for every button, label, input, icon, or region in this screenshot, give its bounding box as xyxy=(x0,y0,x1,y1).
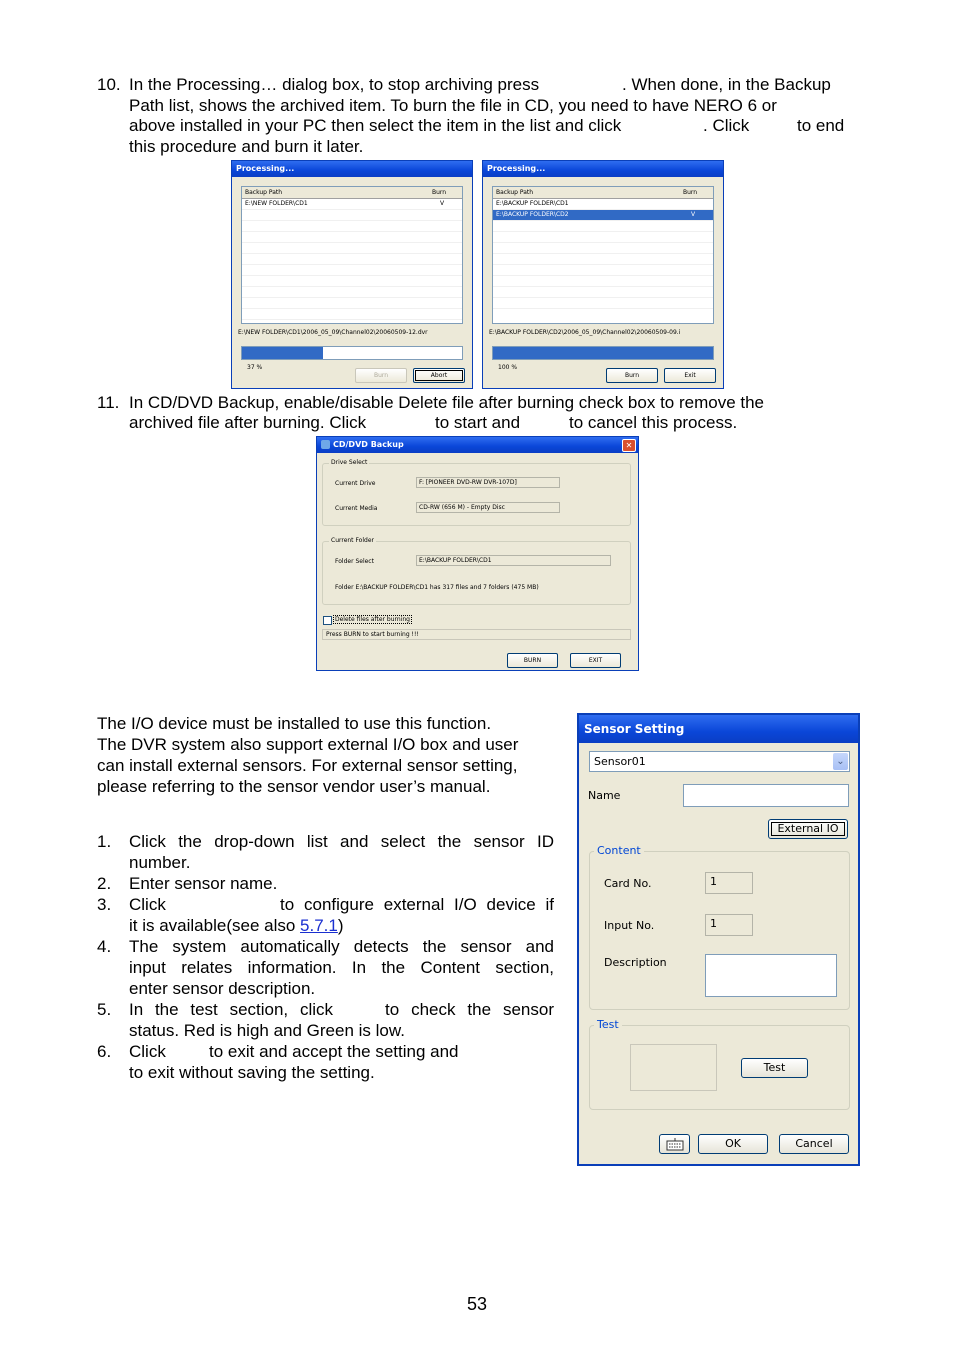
folder-select-field[interactable]: E:\BACKUP FOLDER\CD1 xyxy=(416,555,611,566)
group-label: Drive Select xyxy=(331,459,368,466)
step6-text-a: Click xyxy=(129,1042,166,1061)
intro-line-3: can install external sensors. For external sensor setting, xyxy=(97,756,518,775)
list-item xyxy=(493,232,713,243)
list-item xyxy=(493,243,713,254)
step10-text-1b: . When done, in the Backup xyxy=(622,75,831,94)
list-item xyxy=(493,298,713,309)
step11-text-2b: to start and xyxy=(435,413,521,432)
chevron-down-icon[interactable]: ⌄ xyxy=(833,753,848,770)
step10-text-3a: above installed in your PC then select the item in the list and click xyxy=(129,116,622,135)
column-header-burn[interactable]: Burn xyxy=(683,189,698,196)
name-input[interactable] xyxy=(683,784,849,807)
step2-text: Enter sensor name. xyxy=(129,874,278,893)
step-number: 11. xyxy=(97,393,120,412)
step10-text-2: Path list, shows the archived item. To burn the file in CD, you need to have NERO 6 or xyxy=(129,96,777,115)
status-bar xyxy=(322,629,631,640)
delete-after-burning-checkbox[interactable] xyxy=(323,616,332,625)
step3-text-b: to configure external I/O device if xyxy=(280,895,554,914)
burn-button[interactable]: Burn xyxy=(606,368,658,383)
cddvd-backup-dialog xyxy=(316,436,639,671)
status-text: Press BURN to start burning !!! xyxy=(326,631,419,638)
column-header-backup-path[interactable]: Backup Path xyxy=(245,189,283,196)
step6-text-b: to exit and accept the setting and xyxy=(209,1042,459,1061)
list-item xyxy=(242,254,462,265)
step4-text-b: input relates information. In the Content section, xyxy=(129,958,554,977)
step10-text-1a: In the Processing… dialog box, to stop archiving press xyxy=(129,75,540,94)
step1-text-a: Click the drop-down list and select the sensor ID xyxy=(129,832,554,851)
content-group xyxy=(589,844,850,1010)
burn-button[interactable]: BURN xyxy=(507,653,558,668)
list-item xyxy=(242,298,462,309)
step4-text-a: The system automatically detects the sensor and xyxy=(129,937,554,956)
step-number: 6. xyxy=(97,1042,112,1061)
step5-text-a: In the test section, click xyxy=(129,1000,333,1019)
list-item xyxy=(493,221,713,232)
current-file-path: E:\NEW FOLDER\CD1\2006_05_09\Channel02\20060509-12.dvr xyxy=(238,329,428,336)
current-file-path: E:\BACKUP FOLDER\CD2\2006_05_09\Channel02\20060509-09.i xyxy=(489,329,681,336)
step3-text-a: Click xyxy=(129,895,166,914)
step-number: 5. xyxy=(97,1000,112,1019)
list-item xyxy=(242,221,462,232)
step-number: 1. xyxy=(97,832,112,851)
list-item-selected[interactable] xyxy=(493,210,713,221)
current-folder-group xyxy=(322,537,631,605)
step11-text-2a: archived file after burning. Click xyxy=(129,413,367,432)
step4-text-c: enter sensor description. xyxy=(129,979,316,998)
app-icon xyxy=(321,440,330,449)
step-number: 4. xyxy=(97,937,112,956)
content-group-label: Content xyxy=(594,844,644,857)
list-item xyxy=(242,287,462,298)
burn-button[interactable]: Burn xyxy=(355,368,407,383)
progress-fill xyxy=(493,347,713,359)
intro-line-1: The I/O device must be installed to use this function. xyxy=(97,714,492,733)
list-item-burn: V xyxy=(440,200,445,207)
dialog-title: Processing... xyxy=(483,161,723,177)
step11-text-1: In CD/DVD Backup, enable/disable Delete file after burning check box to remove the xyxy=(129,393,765,412)
progress-percent: 100 % xyxy=(498,364,518,371)
card-no-field: 1 xyxy=(705,872,753,894)
step3-text-c-start: it is available(see also xyxy=(129,916,301,935)
input-no-field: 1 xyxy=(705,914,753,936)
abort-button[interactable]: Abort xyxy=(413,368,465,383)
dialog-title: CD/DVD Backup xyxy=(333,440,404,449)
processing-dialog-2 xyxy=(482,160,724,389)
description-label: Description xyxy=(604,956,667,969)
intro-line-4: please referring to the sensor vendor user’s manual. xyxy=(97,777,491,796)
sensor-setting-dialog xyxy=(577,713,860,1166)
exit-button[interactable]: Exit xyxy=(664,368,716,383)
list-item xyxy=(493,287,713,298)
list-item xyxy=(242,276,462,287)
close-icon[interactable]: ✕ xyxy=(622,439,636,452)
keyboard-icon xyxy=(666,1137,684,1151)
step3-text-c xyxy=(129,915,344,936)
folder-select-label: Folder Select xyxy=(335,558,374,565)
dialog-title: Sensor Setting xyxy=(579,715,858,743)
step3-text-c-end: ) xyxy=(337,916,344,935)
step10-text-3c: to end xyxy=(797,116,845,135)
step6-text-c: to exit without saving the setting. xyxy=(129,1063,375,1082)
test-group-label: Test xyxy=(594,1018,622,1031)
list-item xyxy=(493,265,713,276)
list-item-path: E:\BACKUP FOLDER\CD1 xyxy=(496,200,569,207)
exit-button[interactable]: EXIT xyxy=(570,653,621,668)
list-item xyxy=(242,309,462,320)
step-number: 3. xyxy=(97,895,112,914)
list-item xyxy=(242,232,462,243)
list-item xyxy=(242,210,462,221)
progress-bar xyxy=(492,346,714,360)
backup-path-list[interactable] xyxy=(241,186,463,324)
list-item xyxy=(493,276,713,287)
test-group xyxy=(589,1018,850,1110)
processing-dialog-1 xyxy=(231,160,473,389)
delete-after-burning-label[interactable]: Delete files after burning xyxy=(335,616,410,623)
folder-info-text: Folder E:\BACKUP FOLDER\CD1 has 317 files and 7 folders (475 MB) xyxy=(335,584,539,591)
column-header-burn[interactable]: Burn xyxy=(432,189,447,196)
step10-text-3b: . Click xyxy=(703,116,750,135)
step5-text-b: to check the sensor xyxy=(385,1000,554,1019)
input-no-label: Input No. xyxy=(604,919,655,932)
list-item[interactable] xyxy=(242,199,462,210)
dialog-title: Processing... xyxy=(232,161,472,177)
sensor-status-indicator xyxy=(630,1044,717,1091)
sensor-id-dropdown[interactable] xyxy=(589,751,850,772)
step-number: 2. xyxy=(97,874,112,893)
dialog-titlebar xyxy=(317,437,638,453)
test-button[interactable]: Test xyxy=(741,1058,808,1078)
backup-path-list[interactable] xyxy=(492,186,714,324)
list-item xyxy=(493,254,713,265)
section-link[interactable]: 5.7.1 xyxy=(300,916,338,935)
page-number: 53 xyxy=(466,1294,488,1314)
list-item-path: E:\NEW FOLDER\CD1 xyxy=(245,200,308,207)
progress-percent: 37 % xyxy=(247,364,263,371)
current-drive-field: F: [PIONEER DVD-RW DVR-107D] xyxy=(416,477,560,488)
list-item xyxy=(242,243,462,254)
current-media-field: CD-RW (656 M) - Empty Disc xyxy=(416,502,560,513)
step-number: 10. xyxy=(97,75,121,94)
list-item-burn: V xyxy=(691,211,696,218)
progress-fill xyxy=(242,347,323,359)
card-no-label: Card No. xyxy=(604,877,652,890)
current-media-label: Current Media xyxy=(335,505,378,512)
external-io-button[interactable]: External IO xyxy=(768,819,848,839)
ok-button[interactable]: OK xyxy=(698,1134,768,1154)
progress-bar xyxy=(241,346,463,360)
column-header-backup-path[interactable]: Backup Path xyxy=(496,189,534,196)
cancel-button[interactable]: Cancel xyxy=(779,1134,849,1154)
step11-text-2c: to cancel this process. xyxy=(569,413,738,432)
name-label: Name xyxy=(588,789,621,802)
list-item[interactable] xyxy=(493,199,713,210)
list-item-path: E:\BACKUP FOLDER\CD2 xyxy=(496,211,569,218)
drive-select-group xyxy=(322,459,631,526)
description-input[interactable] xyxy=(705,954,837,997)
keyboard-button[interactable] xyxy=(659,1134,690,1154)
intro-line-2: The DVR system also support external I/O box and user xyxy=(97,735,519,754)
group-label: Current Folder xyxy=(331,537,374,544)
list-item xyxy=(242,265,462,276)
step5-text-c: status. Red is high and Green is low. xyxy=(129,1021,405,1040)
step1-text-b: number. xyxy=(129,853,191,872)
current-drive-label: Current Drive xyxy=(335,480,376,487)
sensor-id-value: Sensor01 xyxy=(594,755,646,768)
step10-text-4: this procedure and burn it later. xyxy=(129,137,364,156)
